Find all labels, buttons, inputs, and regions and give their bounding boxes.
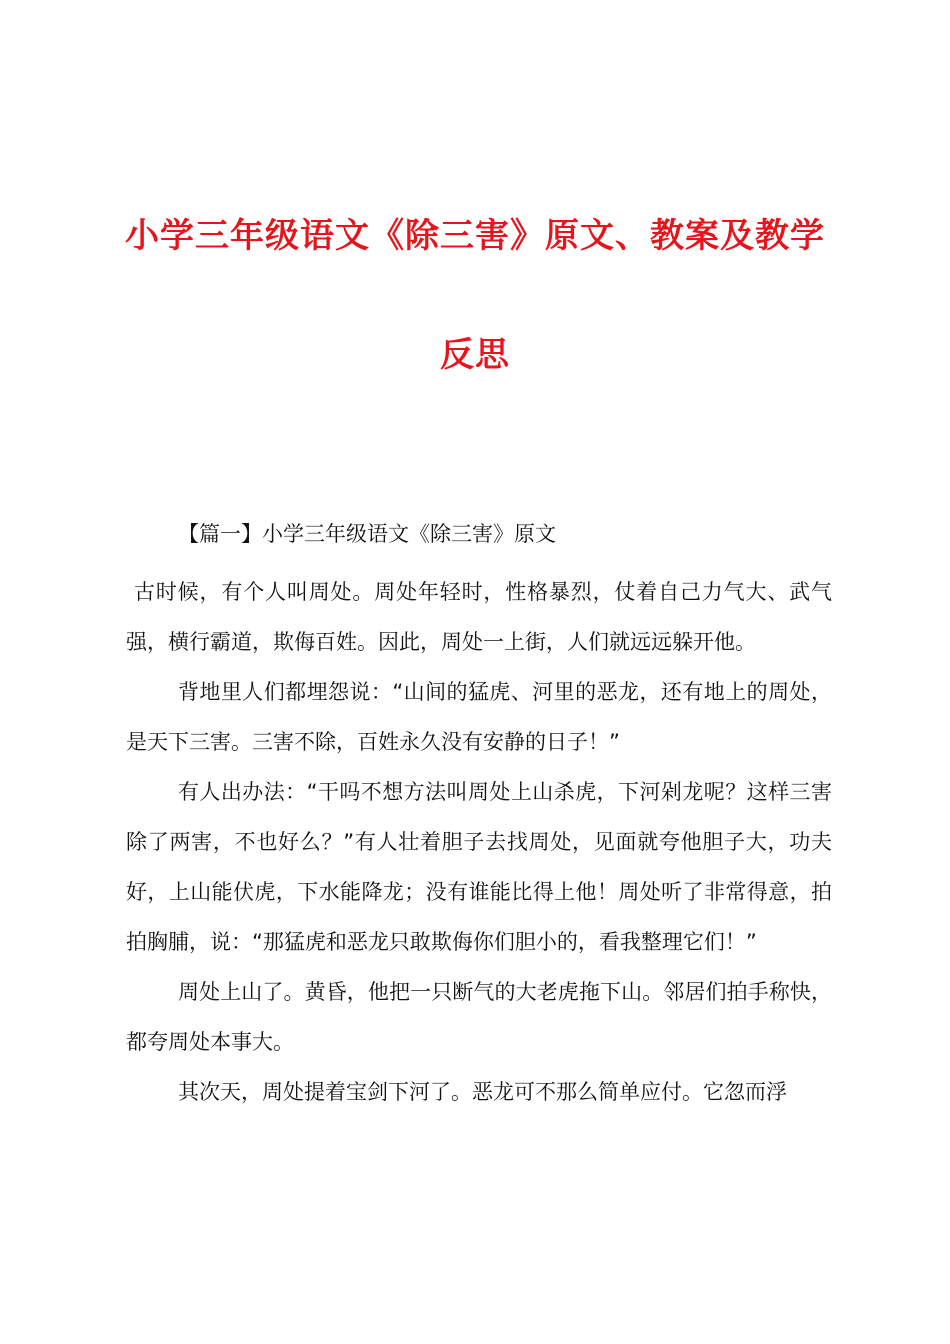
document-title-line-2: 反思 [440, 335, 510, 375]
document-title-line-1: 小学三年级语文《除三害》原文、教案及教学 [125, 216, 825, 256]
paragraph-4: 周处上山了。黄昏，他把一只断气的大老虎拖下山。邻居们拍手称快，都夸周处本事大。 [126, 980, 832, 1054]
paragraph-1: 古时候，有个人叫周处。周处年轻时，性格暴烈，仗着自己力气大、武气强，横行霸道，欺侮百姓。因此，周处一上街，人们就远远躲开他。 [126, 580, 832, 654]
section-heading: 【篇一】小学三年级语文《除三害》原文 [178, 522, 556, 546]
paragraph-3: 有人出办法：“干吗不想方法叫周处上山杀虎，下河剁龙呢？这样三害除了两害，不也好么？”有人壮着胆子去找周处，见面就夸他胆子大，功夫好，上山能伏虎，下水能降龙；没有谁能比得上他！周处听了非常得意，拍拍胸脯，说：“那猛虎和恶龙只敢欺侮你们胆小的，看我整理它们！” [126, 780, 832, 954]
paragraph-5: 其次天，周处提着宝剑下河了。恶龙可不那么简单应付。它忽而浮 [178, 1080, 787, 1104]
document-body [126, 567, 832, 1117]
paragraph-2: 背地里人们都埋怨说：“山间的猛虎、河里的恶龙，还有地上的周处，是天下三害。三害不除，百姓永久没有安静的日子！” [126, 680, 832, 754]
